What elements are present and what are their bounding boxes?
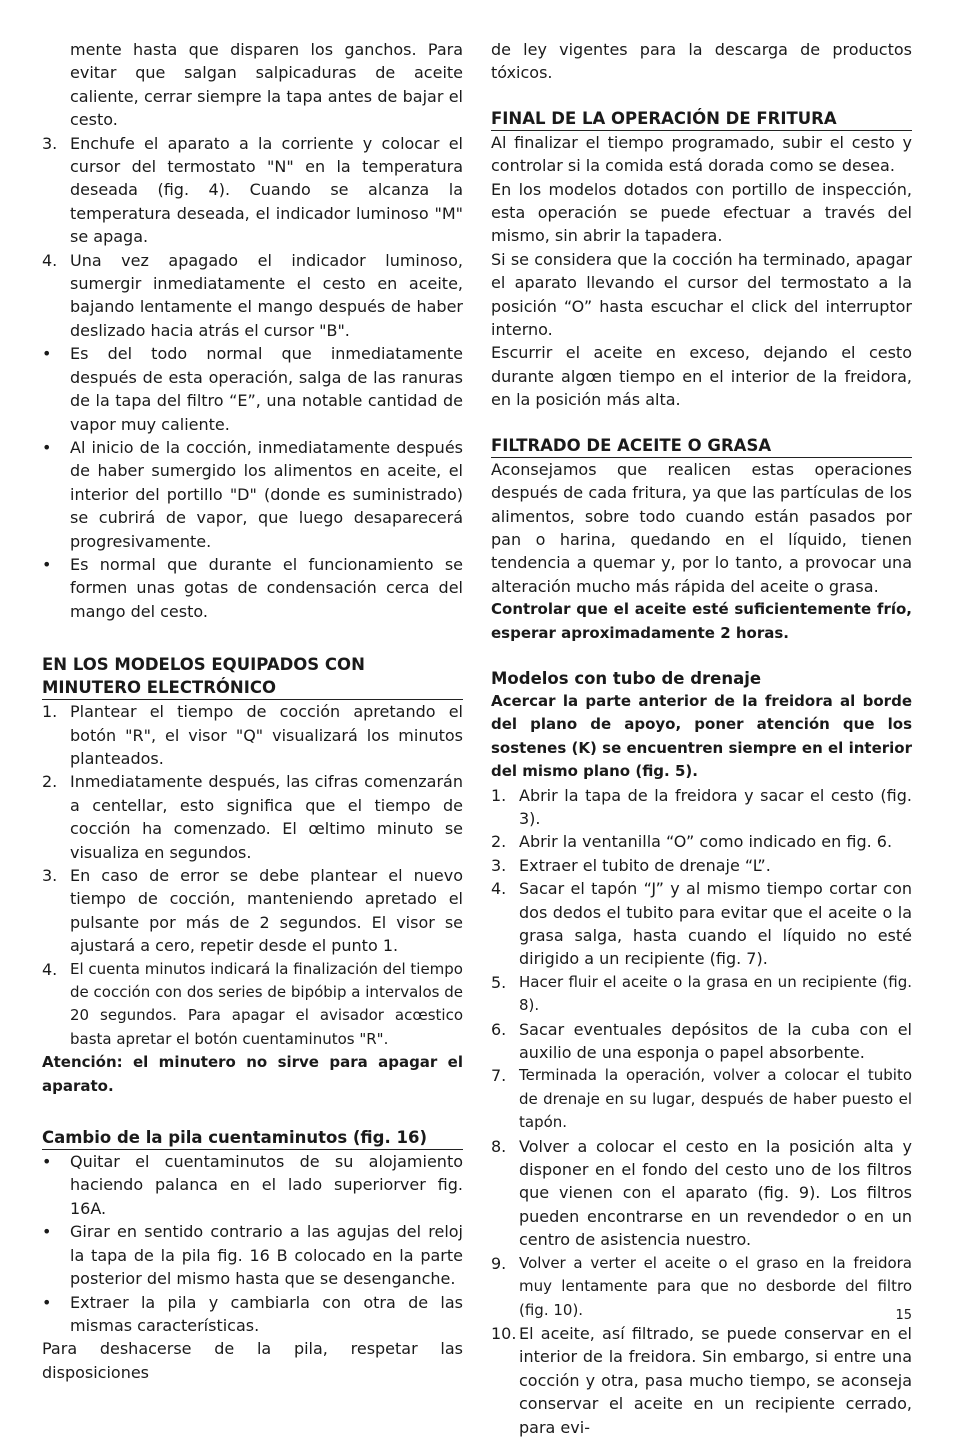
list-marker: 3. (42, 866, 58, 885)
list-item (42, 436, 463, 553)
end-paragraph: Al finalizar el tiempo programado, subir el cesto y controlar si la comida está dorada como se desea. (491, 132, 912, 176)
battery-steps (42, 1150, 463, 1337)
filter-warning: Controlar que el aceite esté suficientemente frío, esperar aproximadamente 2 horas. (491, 600, 912, 642)
list-text: Una vez apagado el indicador luminoso, sumergir inmediatamente el cesto en aceite, bajando lentamente el mango después de haber deslizado hacia atrás el cursor "B". (70, 250, 463, 340)
list-item (42, 770, 463, 864)
section-heading-battery: Cambio de la pila cuentaminutos (fig. 16) (42, 1126, 463, 1150)
list-item (42, 864, 463, 958)
list-marker: • (42, 1222, 52, 1242)
list-marker: 4. (42, 959, 58, 979)
battery-outro: Para deshacerse de la pila, respetar las disposiciones (42, 1339, 463, 1382)
list-text: Terminada la operación, volver a colocar el tubito de drenaje en su lugar, después de haber puesto el tapón. (519, 1066, 912, 1132)
list-item (42, 700, 463, 770)
list-text: En caso de error se debe plantear el nuevo tiempo de cocción, manteniendo apretado el pulsante por más de 2 segundos. El visor se ajustará a cero, repetir desde el punto 1. (70, 866, 463, 956)
list-item (42, 553, 463, 623)
list-text: Inmediatamente después, las cifras comenzarán a centellar, esto significa que el tiempo de cocción ha comenzado. El œltimo minuto se visualiza en segundos. (70, 772, 463, 862)
timer-steps (42, 700, 463, 1051)
list-text: Volver a colocar el cesto en la posición alta y disponer en el fondo del cesto uno de los filtros que vienen con el aparato (fig. 9). Los filtros pueden encontrarse en un revendedor o en un centro de asistencia nuestro. (519, 1136, 912, 1250)
list-marker: 3. (491, 855, 507, 875)
timer-note: Atención: el minutero no sirve para apagar el aparato. (42, 1053, 463, 1095)
list-text: El aceite, así filtrado, se puede conservar en el interior de la freidora. Sin embargo, si entre una cocción y otra, pasa mucho tiempo, se aconseja conservar el aceite en un recipiente cerrado, para evi- (519, 1323, 912, 1437)
list-marker: 1. (491, 785, 507, 805)
list-text: Sacar el tapón “J” y al mismo tiempo cortar con dos dedos el tubito para evitar que el aceite o la grasa salga, hasta cuando el líquido no esté dirigido a un recipiente (fig. 7). (519, 879, 912, 969)
end-paragraph: Si se considera que la cocción ha terminado, apagar el aparato llevando el cursor del termostato a la posición “O” hasta escuchar el click del interruptor interno. (491, 249, 912, 340)
filter-text: Aconsejamos que realicen estas operaciones después de cada fritura, ya que las partículas de los alimentos, sobre todo cuando están pasados por pan o harina, quedando en el líquido, tienen tendencia a quemar y, por lo tanto, a provocar una alteración mucho más rápida del aceite o grasa. (491, 459, 912, 596)
list-item (42, 1291, 463, 1338)
list-item (42, 249, 463, 343)
section-heading-timer: EN LOS MODELOS EQUIPADOS CON MINUTERO ELECTRÓNICO (42, 653, 463, 700)
list-marker: • (42, 437, 52, 457)
list-text: Extraer el tubito de drenaje “L”. (519, 855, 771, 875)
list-text: Es del todo normal que inmediatamente después de esta operación, salga de las ranuras de la tapa del filtro “E”, una notable cantidad de vapor muy caliente. (70, 344, 463, 434)
list-text: Abrir la tapa de la freidora y sacar el cesto (fig. 3). (519, 785, 912, 828)
list-item (491, 1018, 912, 1065)
list-marker: 8. (491, 1136, 507, 1156)
list-marker: 2. (42, 772, 58, 792)
page-number: 15 (895, 1308, 912, 1323)
list-marker: • (42, 344, 52, 364)
list-item (42, 342, 463, 436)
end-paragraph: En los modelos dotados con portillo de inspección, esta operación se puede efectuar a través del mismo, sin abrir la tapadera. (491, 179, 912, 246)
list-item (491, 784, 912, 831)
list-text: Plantear el tiempo de cocción apretando el botón "R", el visor "Q" visualizará los minutos planteados. (70, 702, 463, 768)
list-text: Sacar eventuales depósitos de la cuba con el auxilio de una esponja o papel absorbente. (519, 1019, 912, 1063)
list-text: Al inicio de la cocción, inmediatamente después de haber sumergido los alimentos en aceite, el interior del portillo "D" (donde es suministrado) se cubrirá de vapor, que luego desaparecerá progresivamente. (70, 437, 463, 551)
list-item (491, 877, 912, 971)
list-marker: 7. (491, 1066, 507, 1086)
list-marker: 4. (491, 879, 507, 899)
end-paragraph: Escurrir el aceite en exceso, dejando el cesto durante algœn tiempo en el interior de la freidora, en la posición más alta. (491, 343, 912, 410)
list-item (42, 1150, 463, 1220)
left-column (42, 38, 463, 1384)
list-text: Abrir la ventanilla “O” como indicado en fig. 6. (519, 832, 893, 852)
list-marker: 2. (491, 832, 507, 852)
list-text: Extraer la pila y cambiarla con otra de las mismas características. (70, 1292, 463, 1335)
list-marker: • (42, 1292, 52, 1312)
list-text: Es normal que durante el funcionamiento se formen unas gotas de condensación cerca del mango del cesto. (70, 554, 463, 621)
continued-text: de ley vigentes para la descarga de productos tóxicos. (491, 40, 912, 83)
list-text: Volver a verter el aceite o el graso en la freidora muy lentamente para que no desborde del filtro (fig. 10). (519, 1253, 912, 1319)
list-item (491, 830, 912, 853)
list-item (42, 958, 463, 1052)
section-heading-filter: FILTRADO DE ACEITE O GRASA (491, 434, 912, 458)
procedure-list (42, 132, 463, 624)
list-item (491, 1135, 912, 1252)
list-item (491, 854, 912, 877)
list-text: Enchufe el aparato a la corriente y colocar el cursor del termostato "N" en la temperatura deseada (fig. 4). Cuando se alcanza la temperatura deseada, el indicador luminoso "M" se apaga. (70, 133, 463, 247)
right-column (491, 38, 912, 1439)
list-text: Girar en sentido contrario a las agujas del reloj la tapa de la pila fig. 16 B colocado en la parte posterior del mismo hasta que se desenganche. (70, 1222, 463, 1289)
list-item (491, 1064, 912, 1134)
continued-text: mente hasta que disparen los ganchos. Para evitar que salgan salpicaduras de aceite caliente, cerrar siempre la tapa antes de bajar el cesto. (70, 40, 463, 130)
list-marker: • (42, 1152, 52, 1172)
list-item (491, 1322, 912, 1439)
list-marker: 3. (42, 133, 58, 153)
list-item (42, 1220, 463, 1290)
list-marker: 5. (491, 972, 507, 992)
list-text: El cuenta minutos indicará la finalización del tiempo de cocción con dos series de bipóbip a intervalos de 20 segundos. Para apagar el avisador acœstico basta apretar el botón cuentaminutos "R". (70, 959, 463, 1048)
list-marker: 1. (42, 702, 58, 722)
list-marker: 4. (42, 250, 58, 270)
list-item (491, 971, 912, 1018)
list-text: Quitar el cuentaminutos de su alojamiento haciendo palanca en el lado superiorver fig. 16A. (70, 1152, 463, 1218)
list-text: Hacer fluir el aceite o la grasa en un recipiente (fig. 8). (519, 972, 912, 1015)
list-marker: 9. (491, 1253, 507, 1273)
list-marker: 6. (491, 1019, 507, 1039)
drain-warning: Acercar la parte anterior de la freidora al borde del plano de apoyo, poner atención que los sostenes (K) se encuentren siempre en el interior del mismo plano (fig. 5). (491, 691, 912, 781)
section-heading-end-frying: FINAL DE LA OPERACIÓN DE FRITURA (491, 107, 912, 131)
list-item (42, 132, 463, 249)
list-marker: 10. (491, 1323, 517, 1343)
list-item (491, 1252, 912, 1322)
list-marker: • (42, 554, 52, 574)
drain-steps (491, 784, 912, 1439)
section-heading-drain: Modelos con tubo de drenaje (491, 668, 762, 688)
